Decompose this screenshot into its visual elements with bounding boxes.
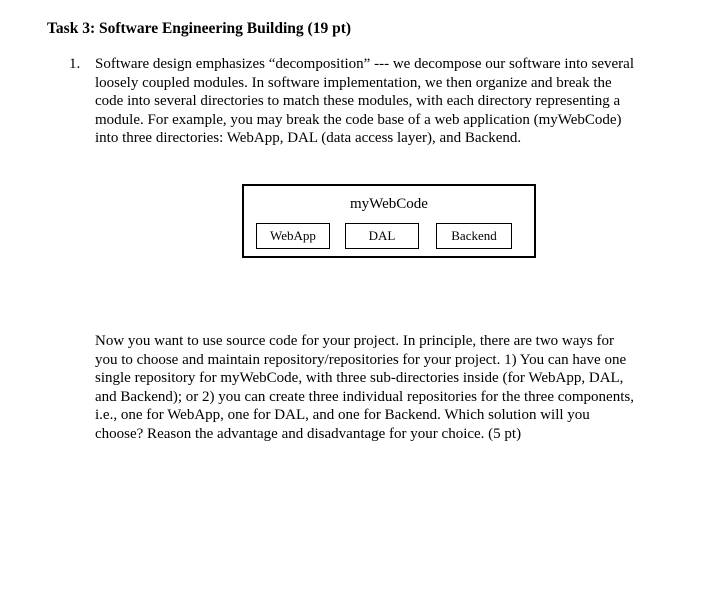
paragraph-line: you to choose and maintain repository/repositories for your project. 1) You can have one: [95, 351, 627, 368]
paragraph-line: single repository for myWebCode, with three sub-directories inside (for WebApp, DAL,: [95, 370, 624, 387]
module-box-dal: DAL: [345, 223, 419, 249]
module-box-backend: Backend: [436, 223, 512, 249]
question-paragraph-task: [95, 332, 680, 444]
paragraph-line: code into several directories to match these modules, with each directory representing a: [95, 93, 621, 110]
module-box-webapp: WebApp: [256, 223, 330, 249]
task-heading: Task 3: Software Engineering Building (19 pt): [47, 20, 352, 37]
paragraph-line: module. For example, you may break the code base of a web application (myWebCode): [95, 111, 622, 128]
code-structure-diagram: [242, 184, 536, 258]
diagram-root-label: myWebCode: [350, 196, 428, 212]
paragraph-line: Software design emphasizes “decomposition” --- we decompose our software into several: [95, 56, 634, 72]
paragraph-line: and Backend); or 2) you can create three individual repositories for the three components,: [95, 388, 634, 405]
question-paragraph-intro: [95, 55, 680, 148]
paragraph-line: i.e., one for WebApp, one for DAL, and one for Backend. Which solution will you: [95, 407, 590, 424]
paragraph-line: into three directories: WebApp, DAL (data access layer), and Backend.: [95, 130, 522, 147]
paragraph-line: choose? Reason the advantage and disadvantage for your choice. (5 pt): [95, 425, 522, 442]
paragraph-line: Now you want to use source code for your project. In principle, there are two ways for: [95, 333, 614, 349]
question-number: 1.: [69, 56, 81, 72]
paragraph-line: loosely coupled modules. In software implementation, we then organize and break the: [95, 74, 612, 91]
